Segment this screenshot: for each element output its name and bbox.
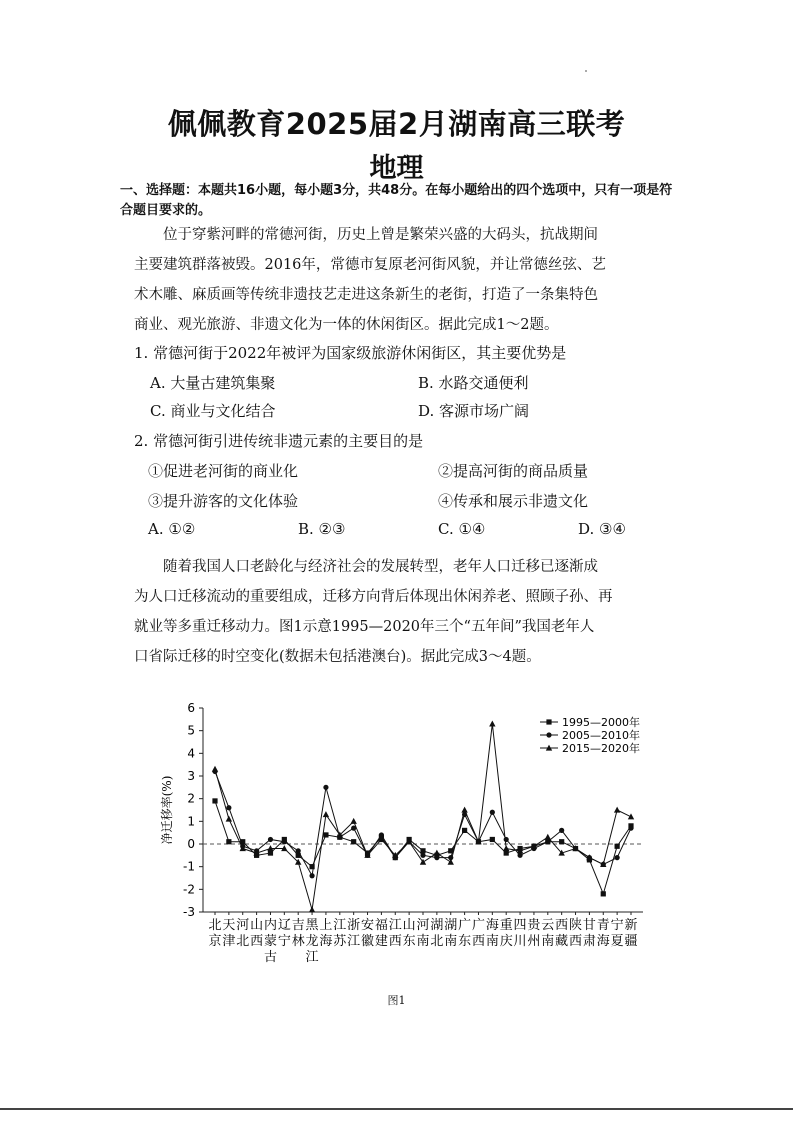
passage-2-line: 口省际迁移的时空变化(数据未包括港澳台)。据此完成3～4题。 bbox=[134, 649, 541, 665]
passage-1-line: 商业、观光旅游、非遗文化为一体的休闲街区。据此完成1～2题。 bbox=[134, 317, 559, 333]
x-tick-label bbox=[555, 918, 568, 949]
series-1-point bbox=[420, 848, 425, 853]
passage-1-line: 术木雕、麻质画等传统非遗技艺走进这条新生的老街，打造了一条集特色 bbox=[134, 287, 598, 303]
q1-option-d: D. 客源市场广阔 bbox=[418, 402, 530, 420]
x-tick-label-char: 东 bbox=[458, 934, 472, 949]
subject-title: 地理 bbox=[369, 153, 424, 184]
x-tick-label-char: 天 bbox=[222, 918, 236, 933]
series-2-point bbox=[296, 848, 301, 853]
x-tick-label bbox=[527, 917, 541, 949]
figure-caption: 图1 bbox=[387, 994, 406, 1007]
series-3-point bbox=[323, 811, 329, 817]
legend-marker bbox=[546, 732, 551, 737]
x-tick-label bbox=[500, 918, 513, 949]
y-tick-label: -1 bbox=[183, 859, 195, 874]
x-tick-label-char: 上 bbox=[319, 918, 333, 933]
series-1-point bbox=[268, 850, 273, 855]
x-tick-label-char: 云 bbox=[541, 918, 555, 933]
question-1-stem: 1. 常德河街于2022年被评为国家级旅游休闲街区，其主要优势是 bbox=[134, 344, 567, 362]
q2-option-b: B. ②③ bbox=[298, 520, 346, 538]
x-tick-label-char: 河 bbox=[416, 918, 430, 933]
x-tick-label-char: 西 bbox=[250, 934, 264, 949]
legend-label: 1995—2000年 bbox=[562, 716, 640, 729]
x-tick-label-char: 新 bbox=[624, 918, 638, 933]
x-tick-label-char: 内 bbox=[263, 918, 277, 933]
q2-option-a: A. ①② bbox=[148, 520, 196, 538]
x-tick-label bbox=[222, 918, 235, 949]
q2-statement-2: ②提高河街的商品质量 bbox=[438, 462, 589, 480]
x-tick-label-char: 西 bbox=[569, 934, 583, 949]
series-2-point bbox=[517, 853, 522, 858]
x-tick-label-char: 贵 bbox=[527, 918, 541, 933]
x-tick-label-char: 湖 bbox=[444, 918, 458, 933]
x-tick-label bbox=[333, 918, 347, 949]
x-tick-label-char: 南 bbox=[444, 934, 458, 949]
x-tick-label bbox=[250, 918, 263, 949]
x-tick-label bbox=[278, 918, 291, 949]
y-tick-label: 5 bbox=[187, 723, 195, 738]
x-tick-label-char: 浙 bbox=[347, 918, 361, 933]
migration-line-chart bbox=[150, 700, 670, 985]
x-tick-label-char: 广 bbox=[458, 918, 472, 933]
series-3-point bbox=[350, 818, 356, 824]
x-tick-label-char: 京 bbox=[208, 934, 222, 949]
x-tick-label-char: 徽 bbox=[361, 934, 375, 949]
x-tick-label bbox=[514, 918, 527, 949]
q1-option-c: C. 商业与文化结合 bbox=[150, 402, 276, 420]
series-1-point bbox=[559, 839, 564, 844]
x-tick-label-char: 南 bbox=[485, 934, 499, 949]
x-tick-label bbox=[306, 918, 320, 965]
x-tick-label-char: 甘 bbox=[582, 918, 596, 933]
x-tick-label bbox=[319, 918, 332, 949]
x-tick-label-char: 山 bbox=[402, 918, 416, 933]
series-1-point bbox=[601, 891, 606, 896]
x-tick-label-char: 州 bbox=[527, 934, 541, 949]
series-3-point bbox=[614, 807, 620, 813]
legend-label: 2005—2010年 bbox=[562, 729, 640, 742]
series-1-point bbox=[351, 839, 356, 844]
x-tick-label-char: 古 bbox=[263, 950, 277, 965]
x-tick-label bbox=[444, 917, 457, 949]
series-1-point bbox=[212, 798, 217, 803]
x-tick-label-char: 肃 bbox=[582, 934, 596, 949]
series-3-point bbox=[226, 816, 232, 822]
x-tick-label bbox=[611, 918, 624, 949]
x-tick-label-char: 海 bbox=[596, 934, 610, 949]
x-tick-label-char: 江 bbox=[305, 950, 319, 965]
x-tick-label-char: 湖 bbox=[430, 918, 444, 933]
x-tick-label-char: 海 bbox=[485, 918, 499, 933]
x-tick-label bbox=[347, 917, 360, 949]
x-tick-label-char: 川 bbox=[513, 934, 527, 949]
x-tick-label-char: 苏 bbox=[333, 934, 347, 949]
x-tick-label bbox=[208, 918, 221, 949]
passage-1-line: 主要建筑群落被毁。2016年，常德市复原老河街风貌，并让常德丝弦、艺 bbox=[134, 257, 606, 273]
exam-title: 佩佩教育2025届2月湖南高三联考 bbox=[167, 107, 626, 141]
series-line-1 bbox=[215, 801, 631, 894]
series-2-point bbox=[615, 855, 620, 860]
q2-statement-4: ④传承和展示非遗文化 bbox=[438, 492, 589, 510]
x-tick-label-char: 海 bbox=[319, 934, 333, 949]
passage-2-line: 随着我国人口老龄化与经济社会的发展转型，老年人口迁移已逐渐成 bbox=[163, 559, 598, 575]
x-tick-label-char: 西 bbox=[471, 934, 485, 949]
series-1-point bbox=[490, 837, 495, 842]
x-tick-label-char: 辽 bbox=[277, 918, 291, 933]
x-tick-label-char: 青 bbox=[596, 918, 610, 933]
page-bottom-rule bbox=[0, 1108, 793, 1110]
x-tick-label bbox=[583, 917, 596, 949]
x-tick-label-char: 北 bbox=[208, 918, 222, 933]
series-3-point bbox=[448, 859, 454, 865]
x-tick-label bbox=[264, 917, 277, 965]
y-tick-label: -3 bbox=[183, 905, 195, 919]
x-tick-label-char: 山 bbox=[250, 918, 264, 933]
x-tick-label-char: 河 bbox=[236, 918, 250, 933]
series-2-point bbox=[559, 828, 564, 833]
q2-option-d: D. ③④ bbox=[578, 520, 626, 538]
series-3-point bbox=[434, 850, 440, 856]
x-tick-label bbox=[292, 917, 305, 949]
x-tick-label-char: 南 bbox=[541, 934, 555, 949]
series-3-point bbox=[503, 845, 509, 851]
series-2-point bbox=[323, 785, 328, 790]
x-tick-label-char: 江 bbox=[388, 918, 402, 933]
series-3-point bbox=[628, 813, 634, 819]
x-tick-label-char: 安 bbox=[361, 918, 375, 933]
question-2-stem: 2. 常德河街引进传统非遗元素的主要目的是 bbox=[134, 432, 424, 450]
y-tick-label: 0 bbox=[187, 837, 195, 851]
q1-option-b: B. 水路交通便利 bbox=[418, 374, 529, 392]
y-tick-label: 3 bbox=[187, 769, 195, 783]
y-tick-label: 1 bbox=[187, 814, 195, 829]
x-tick-label-char: 吉 bbox=[291, 918, 305, 933]
series-2-point bbox=[504, 837, 509, 842]
x-tick-label-char: 陕 bbox=[569, 918, 583, 933]
x-tick-label-char: 西 bbox=[388, 934, 402, 949]
passage-2-line: 为人口迁移流动的重要组成，迁移方向背后体现出休闲养老、照顾子孙、再 bbox=[134, 589, 613, 605]
section-heading: 一、选择题：本题共16小题，每小题3分，共48分。在每小题给出的四个选项中，只有一项是符合题目要求的。 bbox=[120, 183, 673, 218]
passage-1 bbox=[134, 220, 679, 340]
x-tick-label-char: 疆 bbox=[624, 934, 638, 949]
series-2-point bbox=[309, 873, 314, 878]
x-tick-label bbox=[569, 917, 582, 949]
x-tick-label-char: 津 bbox=[222, 934, 236, 949]
x-tick-label-char: 龙 bbox=[305, 934, 319, 949]
x-tick-label-char: 宁 bbox=[610, 918, 624, 933]
passage-2 bbox=[134, 552, 679, 672]
y-tick-label: 6 bbox=[187, 701, 195, 715]
passage-1-line: 位于穿紫河畔的常德河街，历史上曾是繁荣兴盛的大码头，抗战期间 bbox=[163, 227, 598, 243]
series-3-point bbox=[461, 807, 467, 813]
legend-label: 2015—2020年 bbox=[562, 742, 640, 755]
x-tick-label-char: 蒙 bbox=[263, 934, 277, 949]
x-tick-label-char: 夏 bbox=[610, 934, 624, 949]
series-2-point bbox=[490, 810, 495, 815]
q2-statement-1: ①促进老河街的商业化 bbox=[148, 462, 299, 480]
x-tick-label bbox=[416, 918, 429, 949]
legend-marker bbox=[546, 719, 551, 724]
series-2-point bbox=[282, 839, 287, 844]
x-tick-label-char: 建 bbox=[374, 934, 388, 949]
q2-statement-3: ③提升游客的文化体验 bbox=[148, 492, 299, 510]
series-2-point bbox=[420, 853, 425, 858]
passage-2-line: 就业等多重迁移动力。图1示意1995—2020年三个“五年间”我国老年人 bbox=[134, 619, 595, 635]
x-tick-label-char: 南 bbox=[416, 934, 430, 949]
x-tick-label bbox=[597, 917, 610, 949]
q1-option-a: A. 大量古建筑集聚 bbox=[150, 374, 276, 392]
x-tick-label bbox=[624, 918, 637, 949]
x-tick-label-char: 福 bbox=[374, 918, 388, 933]
x-tick-label bbox=[486, 918, 499, 949]
x-tick-label bbox=[472, 918, 485, 949]
x-tick-label-char: 广 bbox=[471, 918, 485, 933]
x-tick-label-char: 庆 bbox=[499, 934, 513, 949]
x-tick-label bbox=[403, 918, 416, 949]
y-axis-label: 净迁移率(%) bbox=[160, 775, 174, 845]
series-2-point bbox=[628, 826, 633, 831]
series-1-point bbox=[462, 828, 467, 833]
series-3-point bbox=[309, 906, 315, 912]
series-2-point bbox=[434, 855, 439, 860]
series-3-point bbox=[489, 720, 495, 726]
scan-speck bbox=[585, 70, 587, 72]
series-3-point bbox=[545, 834, 551, 840]
x-tick-label bbox=[375, 918, 388, 949]
series-2-point bbox=[268, 837, 273, 842]
x-tick-label-char: 藏 bbox=[555, 934, 569, 949]
x-tick-label-char: 北 bbox=[430, 934, 444, 949]
x-tick-label-char: 西 bbox=[555, 918, 569, 933]
x-tick-label bbox=[236, 918, 249, 949]
x-tick-label bbox=[389, 918, 402, 949]
series-2-point bbox=[226, 805, 231, 810]
y-tick-label: 4 bbox=[187, 746, 195, 761]
x-tick-label-char: 四 bbox=[513, 918, 527, 933]
x-tick-label-char: 北 bbox=[236, 934, 250, 949]
x-tick-label-char: 江 bbox=[333, 918, 347, 933]
x-tick-label-char: 东 bbox=[402, 934, 416, 949]
x-tick-label-char: 黑 bbox=[305, 918, 319, 933]
x-tick-label-char: 林 bbox=[291, 934, 305, 949]
x-tick-label bbox=[361, 917, 374, 949]
series-1-point bbox=[226, 839, 231, 844]
series-1-point bbox=[323, 832, 328, 837]
y-tick-label: -2 bbox=[183, 882, 195, 897]
x-tick-label bbox=[541, 918, 554, 949]
x-tick-label bbox=[458, 918, 471, 949]
y-tick-label: 2 bbox=[187, 791, 195, 806]
series-1-point bbox=[504, 850, 509, 855]
q2-option-c: C. ①④ bbox=[438, 520, 486, 538]
series-1-point bbox=[615, 844, 620, 849]
series-3-point bbox=[212, 766, 218, 772]
x-tick-label-char: 重 bbox=[499, 918, 513, 933]
x-tick-label-char: 宁 bbox=[277, 934, 291, 949]
x-tick-label bbox=[430, 917, 443, 949]
x-tick-label-char: 江 bbox=[347, 934, 361, 949]
